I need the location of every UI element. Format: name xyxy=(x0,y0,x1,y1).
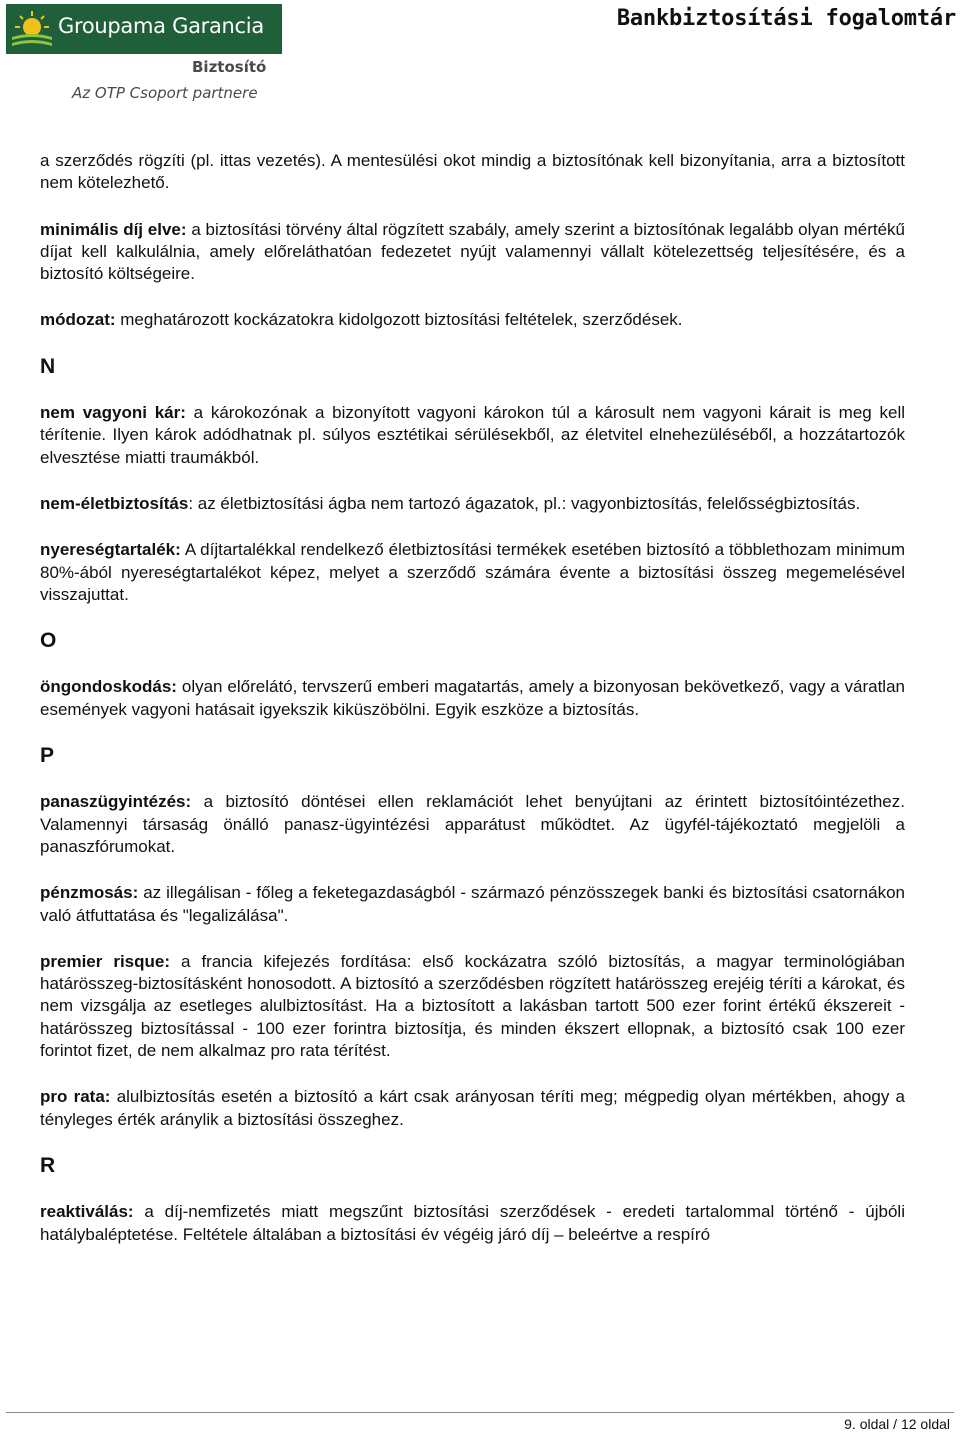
entry-definition: a biztosító döntései ellen reklamációt lehet benyújtani az érintett biztosítóintézethez. Valamennyi társaság önálló panasz-ügyintézési apparátust működtet. Az ügyfél-tájékoztató megjelöli a panaszfórumokat. xyxy=(40,792,905,856)
entry-term: nem-életbiztosítás xyxy=(40,493,189,513)
entry-term: módozat: xyxy=(40,310,116,330)
entry-premier-risque xyxy=(40,951,905,1062)
entry-definition: a francia kifejezés fordítása: első kockázatra szóló biztosítás, a magyar terminológiában határösszeg-biztosításként honosodott. A biztosító a szerződésben rögzített határösszeg erejéig téríti a károkat, és nem vizsgálja az esetleges alulbiztosítást. Ha a biztosított a lakásban tartott 500 ezer forint értékű ékszereit - határösszeg biztosítással - 100 ezer forintra biztosítja, és minden ékszert ellopnak, a biztosító csak 100 ezer forintot fizet, de nem alkalmaz pro rata térítést. xyxy=(40,951,906,1061)
entry-penzmosas xyxy=(40,882,905,927)
entry-term: nem vagyoni kár: xyxy=(40,403,186,423)
entry-term: panaszügyintézés: xyxy=(40,792,192,812)
entry-term: nyereségtartalék: xyxy=(40,540,181,560)
entry-definition: az illegálisan - főleg a feketegazdaságból - származó pénzösszegek banki és biztosítási csatornákon való átfuttatása és "legalizálása". xyxy=(40,883,905,925)
entry-definition: : az életbiztosítási ágba nem tartozó ágazatok, pl.: vagyonbiztosítás, felelősségbiztosítás. xyxy=(188,493,861,513)
entry-term: reaktiválás: xyxy=(40,1202,134,1222)
logo-name: Groupama Garancia xyxy=(58,14,264,38)
section-letter-r: R xyxy=(40,1153,56,1177)
entry-term: pro rata: xyxy=(40,1087,111,1107)
entry-definition: a biztosítási törvény által rögzített szabály, amely szerint a biztosítónak legalább olyan mértékű díjat kell kalkulálnia, amely előreláthatóan fedezetet nyújt valamennyi vállalt kötelezettség teljesítésére, és a biztosító költségeire. xyxy=(40,219,905,284)
intro-paragraph: a szerződés rögzíti (pl. ittas vezetés). A mentesülési okot mindig a biztosítónak kell bizonyítania, arra a biztosított nem kötelezhető. xyxy=(40,151,905,193)
entry-definition: a díj-nemfizetés miatt megszűnt biztosítási szerződések - eredeti tartalommal történő - újbóli hatálybaléptetése. Feltétele általában a biztosítási év végéig járó díj – beleértve a respíró xyxy=(40,1202,905,1244)
entry-ongondoskodas xyxy=(40,676,905,721)
document-title: Bankbiztosítási fogalomtár xyxy=(616,6,956,31)
entry-definition: alulbiztosítás esetén a biztosító a kárt csak arányosan téríti meg; mégpedig olyan mértékben, ahogy a tényleges érték aránylik a biztosítási összeghez. xyxy=(40,1087,905,1129)
page-header xyxy=(0,0,960,110)
entry-nyeresegtartalek xyxy=(40,539,905,606)
entry-definition: meghatározott kockázatokra kidolgozott biztosítási feltételek, szerződések. xyxy=(115,310,683,330)
entry-term: pénzmosás: xyxy=(40,883,139,903)
entry-term: premier risque: xyxy=(40,951,171,971)
glossary-content xyxy=(40,150,905,1246)
entry-definition: A díjtartalékkal rendelkező életbiztosítási termékek esetében biztosító a többlethozam minimum 80%-ából nyereségtartalékot képez, melyet a szerződő számára évente a biztosítási összeg megemelésével visszajuttat. xyxy=(40,540,905,604)
section-letter-o: O xyxy=(40,629,57,653)
sun-field-emblem-icon xyxy=(10,7,54,51)
entry-reaktivalas xyxy=(40,1201,905,1246)
entry-panaszugyintezes xyxy=(40,791,905,858)
entry-nem-eletbiztositas xyxy=(40,493,905,515)
section-letter-n: N xyxy=(40,354,56,378)
logo-subtitle: Biztosító xyxy=(192,58,267,76)
entry-definition: olyan előrelátó, tervszerű emberi magatartás, amely a bizonyosan bekövetkező, vagy a váratlan események vagyoni hatásait igyekszik kiküszöbölni. Egyik eszköze a biztosítás. xyxy=(40,677,905,719)
entry-minimalis-dij xyxy=(40,219,905,286)
logo-tagline: Az OTP Csoport partnere xyxy=(72,84,258,102)
page-number: 9. oldal / 12 oldal xyxy=(844,1416,950,1432)
entry-pro-rata xyxy=(40,1086,905,1131)
entry-term: minimális díj elve: xyxy=(40,219,187,239)
entry-definition: a károkozónak a bizonyított vagyoni károkon túl a károsult nem vagyoni kárait is meg kell térítenie. Ilyen károk adódhatnak pl. súlyos esztétikai sérülésekből, az életvitel elnehezüléséből, a hozzátartozók elvesztése miatti traumákból. xyxy=(40,403,906,467)
logo-bar xyxy=(6,4,282,54)
entry-modozat xyxy=(40,309,905,331)
entry-nem-vagyoni-kar xyxy=(40,402,905,469)
entry-term: öngondoskodás: xyxy=(40,677,177,697)
section-letter-p: P xyxy=(40,744,55,768)
groupama-logo xyxy=(6,4,282,104)
footer-divider xyxy=(6,1412,954,1413)
